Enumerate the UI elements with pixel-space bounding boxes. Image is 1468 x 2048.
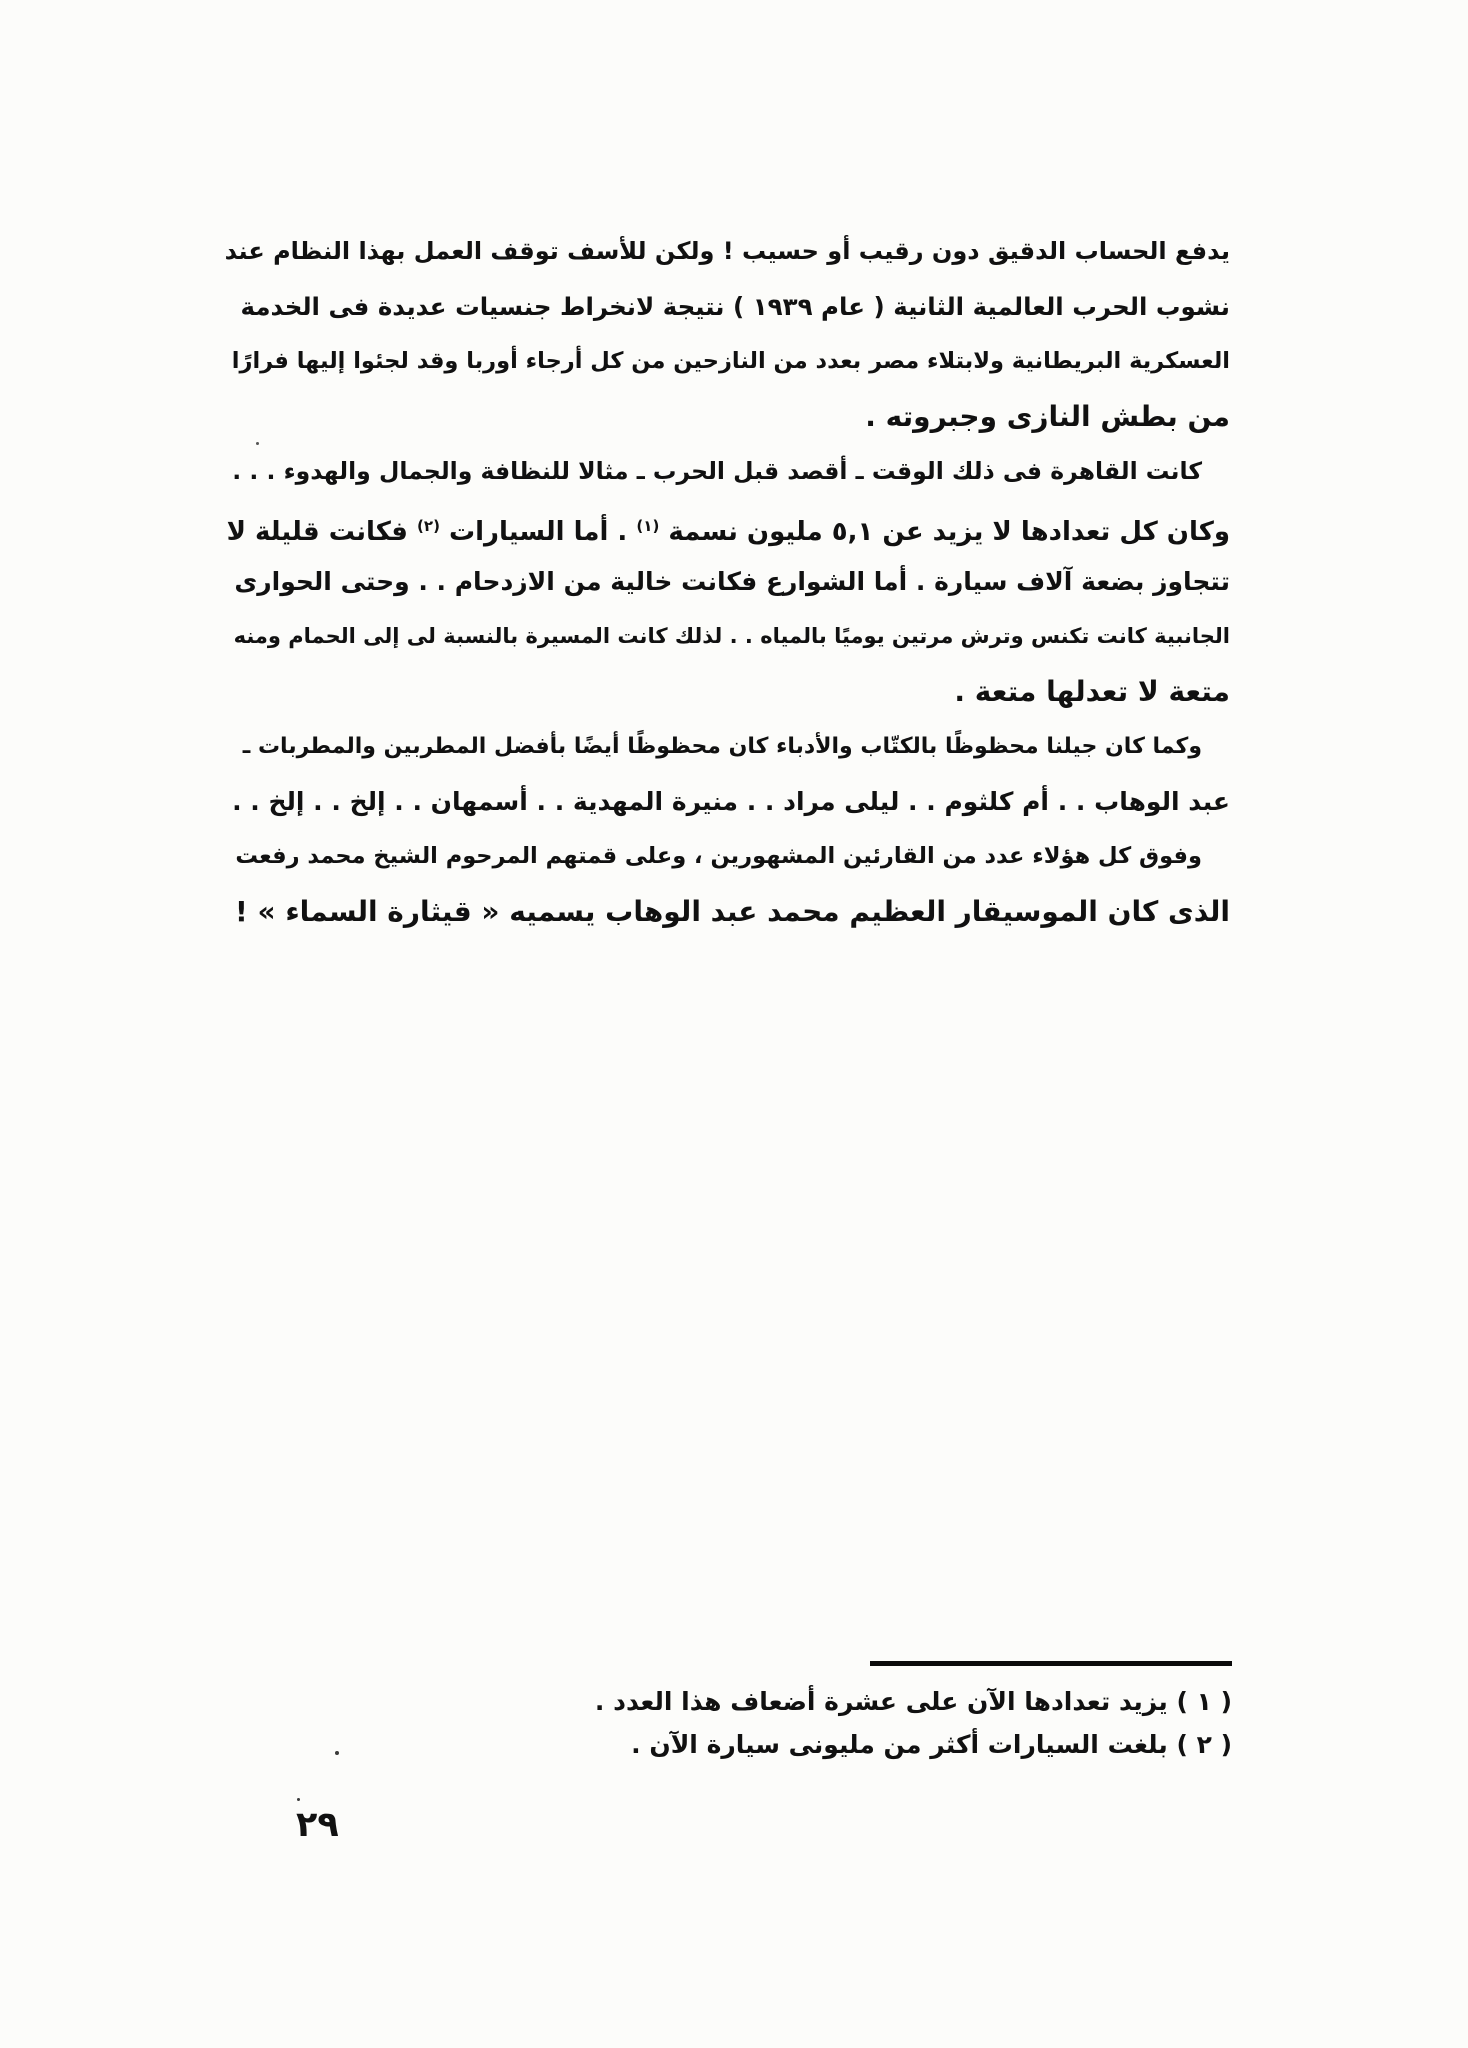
body-line: متعة لا تعدلها متعة . bbox=[954, 675, 1230, 708]
line-text: . أما السيارات bbox=[439, 517, 637, 547]
footnote-2: ( ٢ ) بلغت السيارات أكثر من مليونى سيارة الآن . bbox=[631, 1730, 1232, 1759]
footnotes bbox=[595, 1680, 1232, 1766]
footnote-marker-1: (١) bbox=[636, 517, 660, 535]
decimal-number: ١,٥ bbox=[831, 517, 874, 547]
line-text: وكان كل تعدادها لا يزيد عن bbox=[873, 517, 1230, 547]
body-line: تتجاوز بضعة آلاف سيارة . أما الشوارع فكانت خالية من الازدحام . . وحتى الحوارى bbox=[234, 567, 1230, 596]
page-number: ٢٩ bbox=[296, 1805, 339, 1845]
scan-speck bbox=[297, 1798, 300, 1801]
body-line: وكما كان جيلنا محظوظًا بالكتّاب والأدباء كان محظوظًا أيضًا بأفضل المطربين والمطربات ـ bbox=[242, 734, 1202, 759]
body-line: العسكرية البريطانية ولابتلاء مصر بعدد من النازحين من كل أرجاء أوربا وقد لجئوا إليها فرارًا bbox=[231, 348, 1230, 374]
line-text: مليون نسمة bbox=[659, 517, 832, 547]
scan-speck bbox=[335, 1751, 339, 1755]
body-line: الذى كان الموسيقار العظيم محمد عبد الوهاب يسميه « قيثارة السماء » ! bbox=[235, 895, 1230, 928]
scan-speck bbox=[256, 442, 259, 445]
footnote-marker-2: (٢) bbox=[416, 517, 440, 535]
body-line: يدفع الحساب الدقيق دون رقيب أو حسيب ! ولكن للأسف توقف العمل بهذا النظام عند bbox=[224, 237, 1230, 265]
body-line: كانت القاهرة فى ذلك الوقت ـ أقصد قبل الحرب ـ مثالا للنظافة والجمال والهدوء . . . bbox=[232, 457, 1202, 485]
body-line: من بطش النازى وجبروته . bbox=[865, 400, 1230, 433]
body-line: وفوق كل هؤلاء عدد من القارئين المشهورين ، وعلى قمتهم المرحوم الشيخ محمد رفعت bbox=[235, 843, 1202, 869]
footnote-1: ( ١ ) يزيد تعدادها الآن على عشرة أضعاف هذا العدد . bbox=[594, 1687, 1232, 1716]
body-line: نشوب الحرب العالمية الثانية ( عام ١٩٣٩ ) نتيجة لانخراط جنسيات عديدة فى الخدمة bbox=[240, 292, 1230, 321]
body-line: الجانبية كانت تكنس وترش مرتين يوميًا بالمياه . . لذلك كانت المسيرة بالنسبة لى إلى الحمام ومنه bbox=[233, 624, 1230, 648]
line-text: فكانت قليلة لا bbox=[226, 517, 417, 547]
body-line: عبد الوهاب . . أم كلثوم . . ليلى مراد . . منيرة المهدية . . أسمهان . . إلخ . . إلخ . . bbox=[232, 787, 1230, 816]
body-text bbox=[222, 224, 1230, 939]
footnote-separator bbox=[870, 1661, 1232, 1666]
body-line bbox=[222, 499, 1230, 554]
